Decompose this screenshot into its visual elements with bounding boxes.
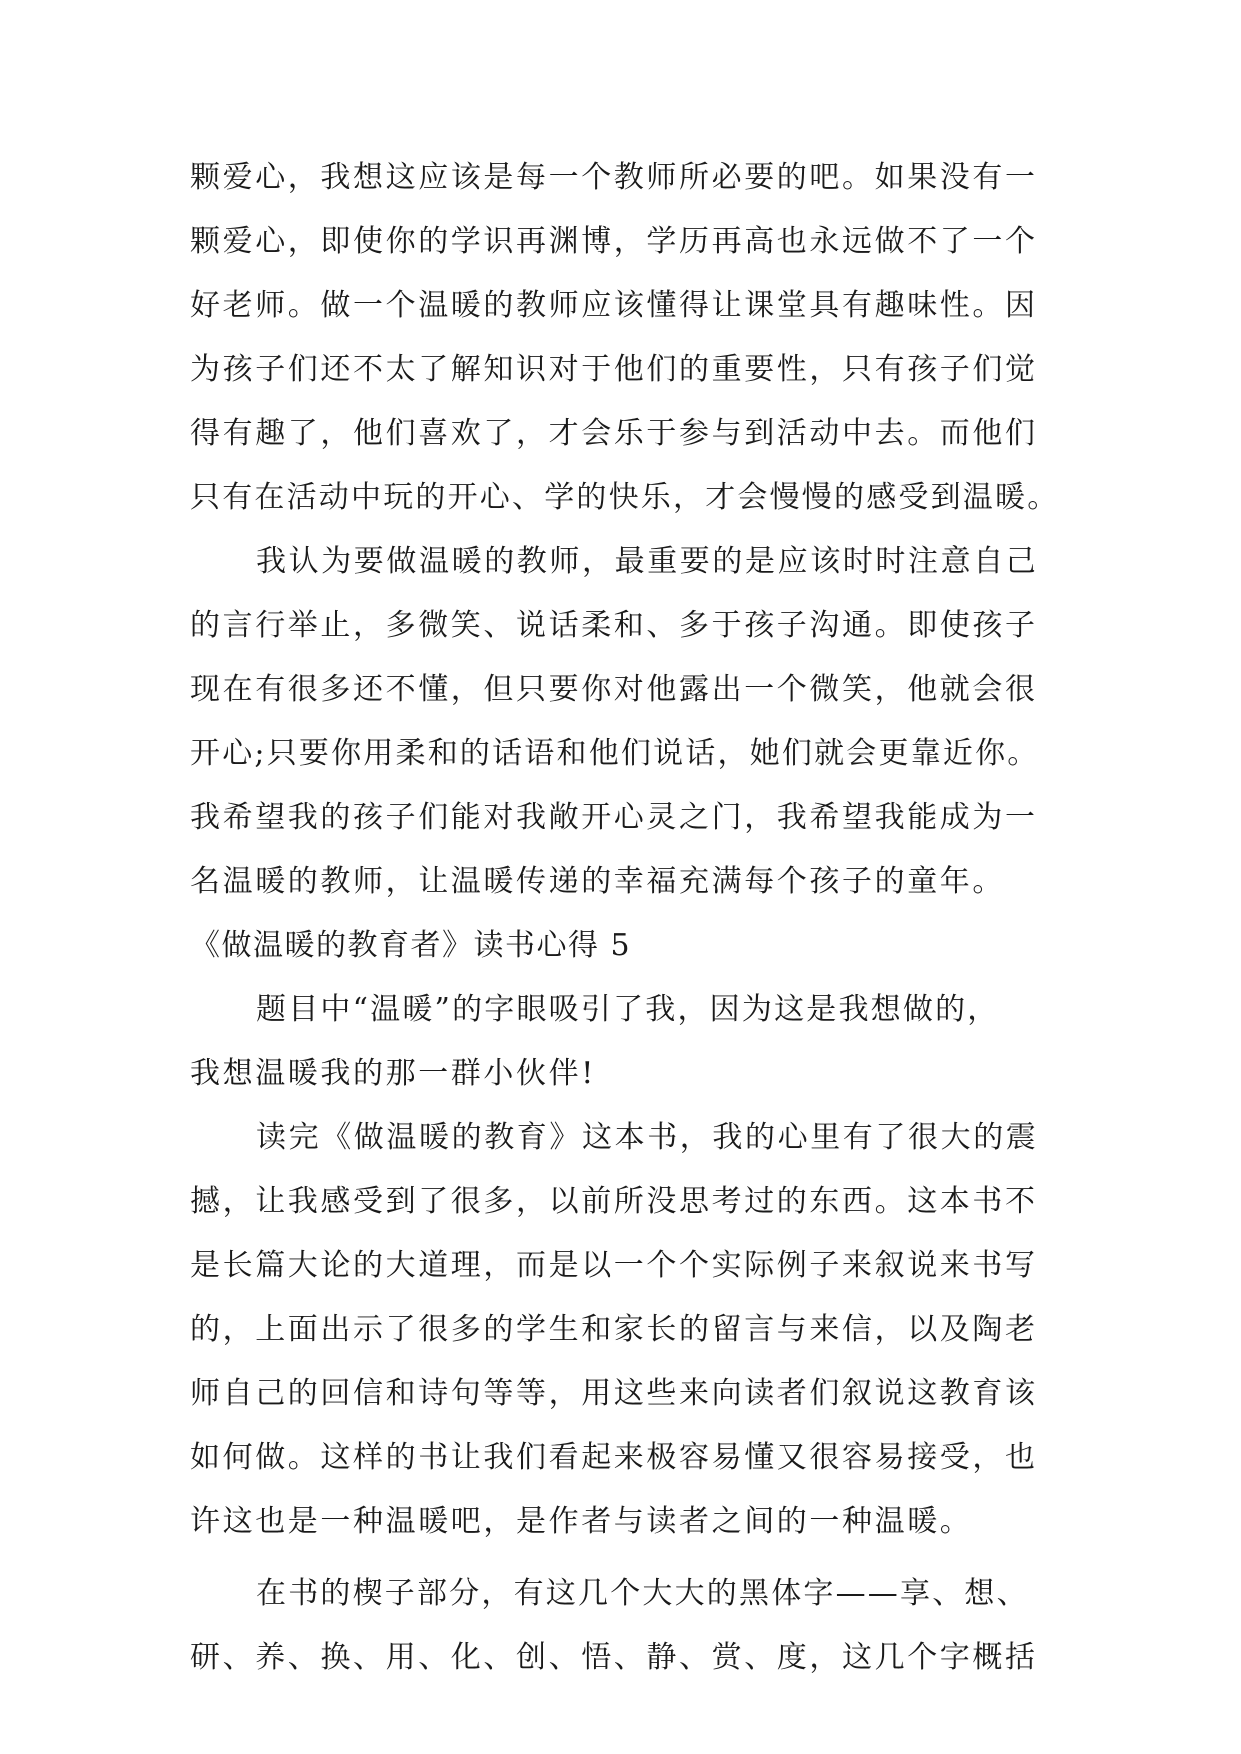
paragraph-start-line: 读完《做温暖的教育》这本书，我的心里有了很大的震 (256, 1120, 1039, 1155)
text-line: 研、养、换、用、化、创、悟、静、赏、度，这几个字概括 (190, 1640, 1038, 1675)
text-line: 如何做。这样的书让我们看起来极容易懂又很容易接受，也 (190, 1440, 1038, 1475)
paragraph-start-line: 我认为要做温暖的教师，最重要的是应该时时注意自己 (256, 544, 1039, 579)
text-line: 的言行举止，多微笑、说话柔和、多于孩子沟通。即使孩子 (190, 608, 1038, 643)
text-line: 得有趣了，他们喜欢了，才会乐于参与到活动中去。而他们 (190, 416, 1038, 451)
text-line: 好老师。做一个温暖的教师应该懂得让课堂具有趣味性。因 (190, 288, 1038, 323)
document-body (190, 146, 1070, 1690)
text-line: 开心;只要你用柔和的话语和他们说话，她们就会更靠近你。 (190, 736, 1040, 771)
text-line: 是长篇大论的大道理，而是以一个个实际例子来叙说来书写 (190, 1248, 1038, 1283)
paragraph-gap (190, 1554, 1070, 1562)
section-heading: 《做温暖的教育者》读书心得 5 (190, 928, 632, 963)
text-line: 为孩子们还不太了解知识对于他们的重要性，只有孩子们觉 (190, 352, 1038, 387)
text-line: 我希望我的孩子们能对我敞开心灵之门，我希望我能成为一 (190, 800, 1038, 835)
text-line: 的，上面出示了很多的学生和家长的留言与来信，以及陶老 (190, 1312, 1038, 1347)
paragraph-start-line: 在书的楔子部分，有这几个大大的黑体字——享、想、 (256, 1576, 1029, 1611)
text-line: 师自己的回信和诗句等等，用这些来向读者们叙说这教育该 (190, 1376, 1038, 1411)
text-line: 我想温暖我的那一群小伙伴! (190, 1056, 596, 1091)
text-line: 颗爱心，我想这应该是每一个教师所必要的吧。如果没有一 (190, 160, 1038, 195)
text-line: 只有在活动中玩的开心、学的快乐，才会慢慢的感受到温暖。 (190, 480, 1060, 515)
text-line: 名温暖的教师，让温暖传递的幸福充满每个孩子的童年。 (190, 864, 1005, 899)
text-line: 颗爱心，即使你的学识再渊博，学历再高也永远做不了一个 (190, 224, 1038, 259)
paragraph-start-line: 题目中“温暖”的字眼吸引了我，因为这是我想做的， (256, 992, 1000, 1027)
text-line: 撼，让我感受到了很多，以前所没思考过的东西。这本书不 (190, 1184, 1038, 1219)
text-line: 许这也是一种温暖吧，是作者与读者之间的一种温暖。 (190, 1504, 973, 1539)
text-line: 现在有很多还不懂，但只要你对他露出一个微笑，他就会很 (190, 672, 1038, 707)
